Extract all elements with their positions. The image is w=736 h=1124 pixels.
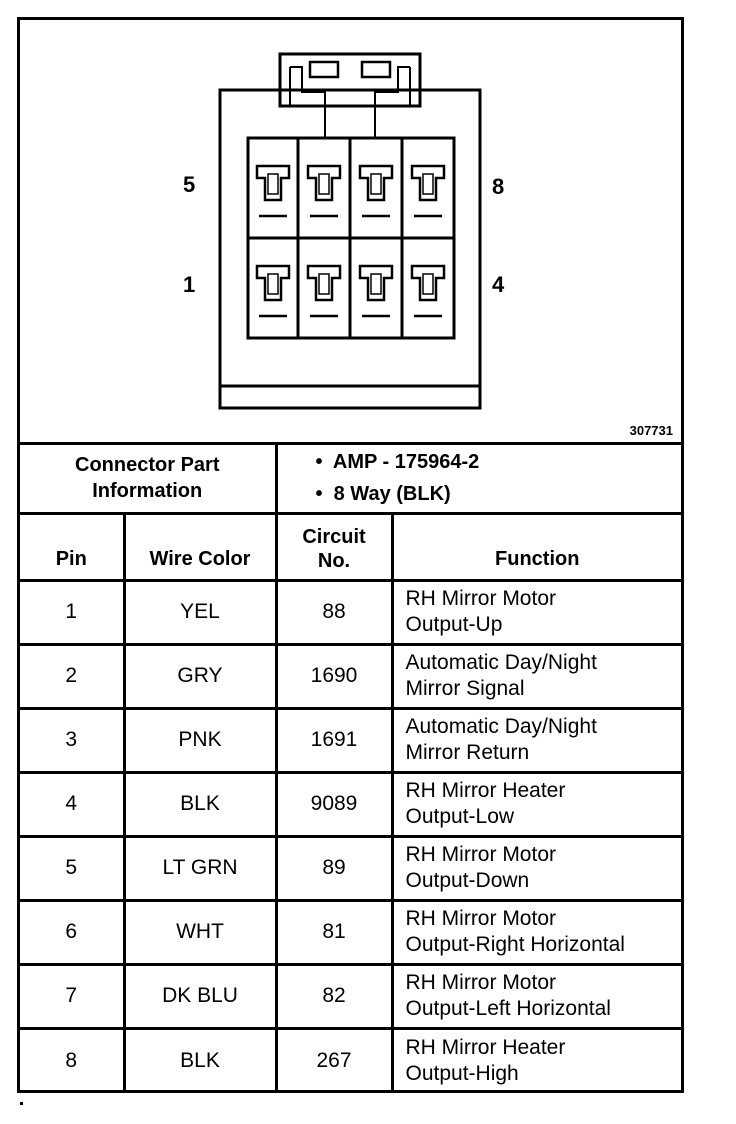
function-cell: Automatic Day/Night Mirror Return [392,708,681,772]
function-cell: RH Mirror Heater Output-Low [392,772,681,836]
pin-cell: 5 [20,836,124,900]
header-function: Function [392,513,681,580]
circuit-cell: 1691 [276,708,392,772]
wire-color-cell: LT GRN [124,836,276,900]
header-pin: Pin [20,513,124,580]
connector-info-values [276,445,681,513]
function-cell: RH Mirror Motor Output-Up [392,580,681,644]
pin-label-5: 5 [183,172,196,197]
figure-number: 307731 [629,423,673,438]
header-wire-color: Wire Color [124,513,276,580]
connector-way-count: • 8 Way (BLK) [315,483,451,506]
wire-color-cell: WHT [124,900,276,964]
wire-color-cell: BLK [124,1028,276,1092]
table-row [20,964,681,1028]
connector-face-drawing [20,20,681,442]
header-row [20,513,681,580]
table-row [20,580,681,644]
pin-label-1: 1 [183,272,196,297]
function-cell: RH Mirror Motor Output-Right Horizontal [392,900,681,964]
pin-cell: 6 [20,900,124,964]
connector-info-row [20,445,681,513]
circuit-cell: 9089 [276,772,392,836]
table-row [20,900,681,964]
header-circuit: Circuit No. [276,513,392,580]
wire-color-cell: BLK [124,772,276,836]
terminal-cavity [308,166,340,200]
pin-cell: 3 [20,708,124,772]
terminal-cavity [360,266,392,300]
terminal-cavity [308,266,340,300]
pin-label-4: 4 [492,272,505,297]
pin-cell: 4 [20,772,124,836]
table-row [20,772,681,836]
circuit-cell: 88 [276,580,392,644]
table-row [20,708,681,772]
terminal-cavity [412,266,444,300]
table-row [20,1028,681,1092]
function-cell: RH Mirror Motor Output-Left Horizontal [392,964,681,1028]
pin-cell: 7 [20,964,124,1028]
terminal-cavity [360,166,392,200]
terminal-cavity [412,166,444,200]
connector-part-number: • AMP - 175964-2 [315,451,480,474]
table-row [20,836,681,900]
table-row [20,644,681,708]
pinout-table [20,445,681,1092]
circuit-cell: 267 [276,1028,392,1092]
stray-dot [20,1102,23,1105]
wire-color-cell: GRY [124,644,276,708]
connector-diagram [20,20,681,445]
circuit-cell: 89 [276,836,392,900]
circuit-cell: 81 [276,900,392,964]
wire-color-cell: YEL [124,580,276,644]
pin-cell: 1 [20,580,124,644]
terminal-cavity [257,166,289,200]
function-cell: RH Mirror Heater Output-High [392,1028,681,1092]
wire-color-cell: DK BLU [124,964,276,1028]
wire-color-cell: PNK [124,708,276,772]
pin-cell: 2 [20,644,124,708]
document-frame [17,17,684,1093]
circuit-cell: 82 [276,964,392,1028]
pin-label-8: 8 [492,174,505,199]
terminal-cavity [257,266,289,300]
function-cell: Automatic Day/Night Mirror Signal [392,644,681,708]
circuit-cell: 1690 [276,644,392,708]
function-cell: RH Mirror Motor Output-Down [392,836,681,900]
connector-info-label: Connector Part Information [20,445,276,513]
pin-cell: 8 [20,1028,124,1092]
